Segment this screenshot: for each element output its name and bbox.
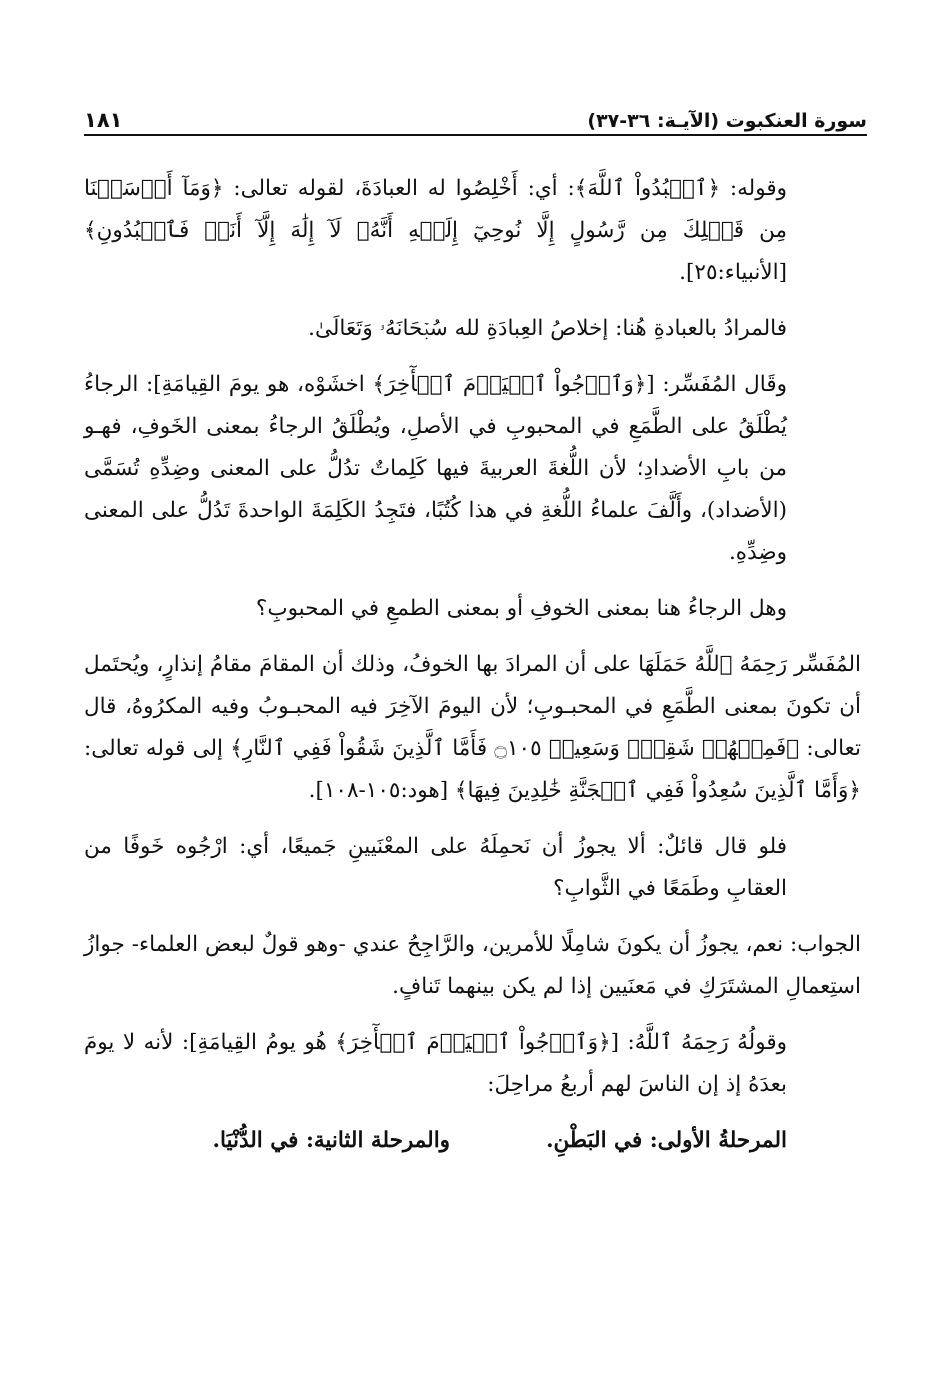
page-body <box>84 168 861 1162</box>
page-header <box>84 96 867 132</box>
page-number: ١٨١ <box>84 108 123 132</box>
paragraph-hope-meaning: وقَال المُفَسِّر: [﴿وَٱرۡجُواْ ٱلۡيَوۡمَ ٱلۡأٓخِرَ﴾ اخشَوْه، هو يومَ القِيامَةِ]: الرجاءُ يُطْلَقُ على الطَّمَعِ في المحبوبِ في الأصلِ، ويُطْلَقُ الرجاءُ بمعنى الخَوفِ، فهـو من بابِ الأضدادِ؛ لأن اللُّغةَ العربيةَ فيها كَلِماتٌ تدُلُّ على المعنى وضِدِّهِ تُسَمَّى (الأضداد)، وأَلَّفَ علماءُ اللُّغةِ في هذا كُتُبًا، فتَجِدُ الكَلِمَةَ الواحدةَ تَدُلُّ على المعنى وضِدِّهِ. <box>84 372 787 565</box>
running-title: سورة العنكبوت (الآيـة: ٣٦-٣٧) <box>587 110 867 132</box>
header-rule <box>84 134 867 136</box>
stage-second: والمرحلة الثانية: في الدُّنْيَا. <box>212 1128 451 1153</box>
stage-first: المرحلةُ الأولى: في البَطْنِ. <box>546 1128 787 1153</box>
paragraph-meaning-worship: فالمرادُ بالعبادةِ هُنا: إخلاصُ العِبادَةِ لله سُبۡحَانَهُۥ وَتَعَالَىٰ. <box>308 316 787 341</box>
paragraph-interpreter-view: المُفَسِّر رَحِمَهُ ٱللَّهُ حَمَلَهَا على أن المرادَ بها الخوفُ، وذلك أن المقامَ مقامُ إنذارٍ، ويُحتَمل أن تكونَ بمعنى الطَّمَعِ في المحبـوبِ؛ لأن اليومَ الآخِرَ فيه المحبـوبُ وفيه المكرُوهُ، قال تعالى: ﴿فَمِنۡهُمۡ شَقِيّٞ وَسَعِيدٞ ۝١٠٥ فَأَمَّا ٱلَّذِينَ شَقُواْ فَفِي ٱلنَّارِ﴾ إلى قوله تعالى: ﴿وَأَمَّا ٱلَّذِينَ سُعِدُواْ فَفِي ٱلۡجَنَّةِ خَٰلِدِينَ فِيهَا﴾ [هود:١٠٥-١٠٨]. <box>84 652 862 803</box>
paragraph-day-of-judgment: وقولُهُ رَحِمَهُ ٱللَّهُ: [﴿وَٱرۡجُواْ ٱلۡيَوۡمَ ٱلۡأٓخِرَ﴾ هُو يومُ القِيامَةِ]: لأنه لا يومَ بعدَهُ إذ إن الناسَ لهم أربعُ مراحِلَ: <box>84 1030 787 1097</box>
paragraph-objection: فلو قال قائلٌ: ألا يجوزُ أن نَحمِلَهُ على المعْنَيينِ جَميعًا، أي: ارْجُوه خَوفًا من العقابِ وطَمَعًا في الثَّوابِ؟ <box>84 834 787 901</box>
paragraph-question-hope: وهل الرجاءُ هنا بمعنى الخوفِ أو بمعنى الطمعِ في المحبوبِ؟ <box>255 596 787 621</box>
paragraph-answer: الجواب: نعم، يجوزُ أن يكونَ شامِلًا للأمرين، والرَّاجِحُ عندي -وهو قولٌ لبعض العلماء- جوازُ استِعمالِ المشتَرَكِ في مَعنَيين إذا لم يكن بينهما تَنافٍ. <box>84 932 861 999</box>
stages-row <box>84 1120 861 1162</box>
paragraph-worship-verse: وقوله: ﴿ٱعۡبُدُواْ ٱللَّهَ﴾: أي: أَخْلِصُوا له العبادَةَ، لقوله تعالى: ﴿وَمَآ أَرۡسَلۡنَا مِن قَبۡلِكَ مِن رَّسُولٍ إِلَّا نُوحِيٓ إِلَيۡهِ أَنَّهُۥ لَآ إِلَٰهَ إِلَّآ أَنَا۠ فَٱعۡبُدُونِ﴾ [الأنبياء:٢٥]. <box>84 176 787 285</box>
